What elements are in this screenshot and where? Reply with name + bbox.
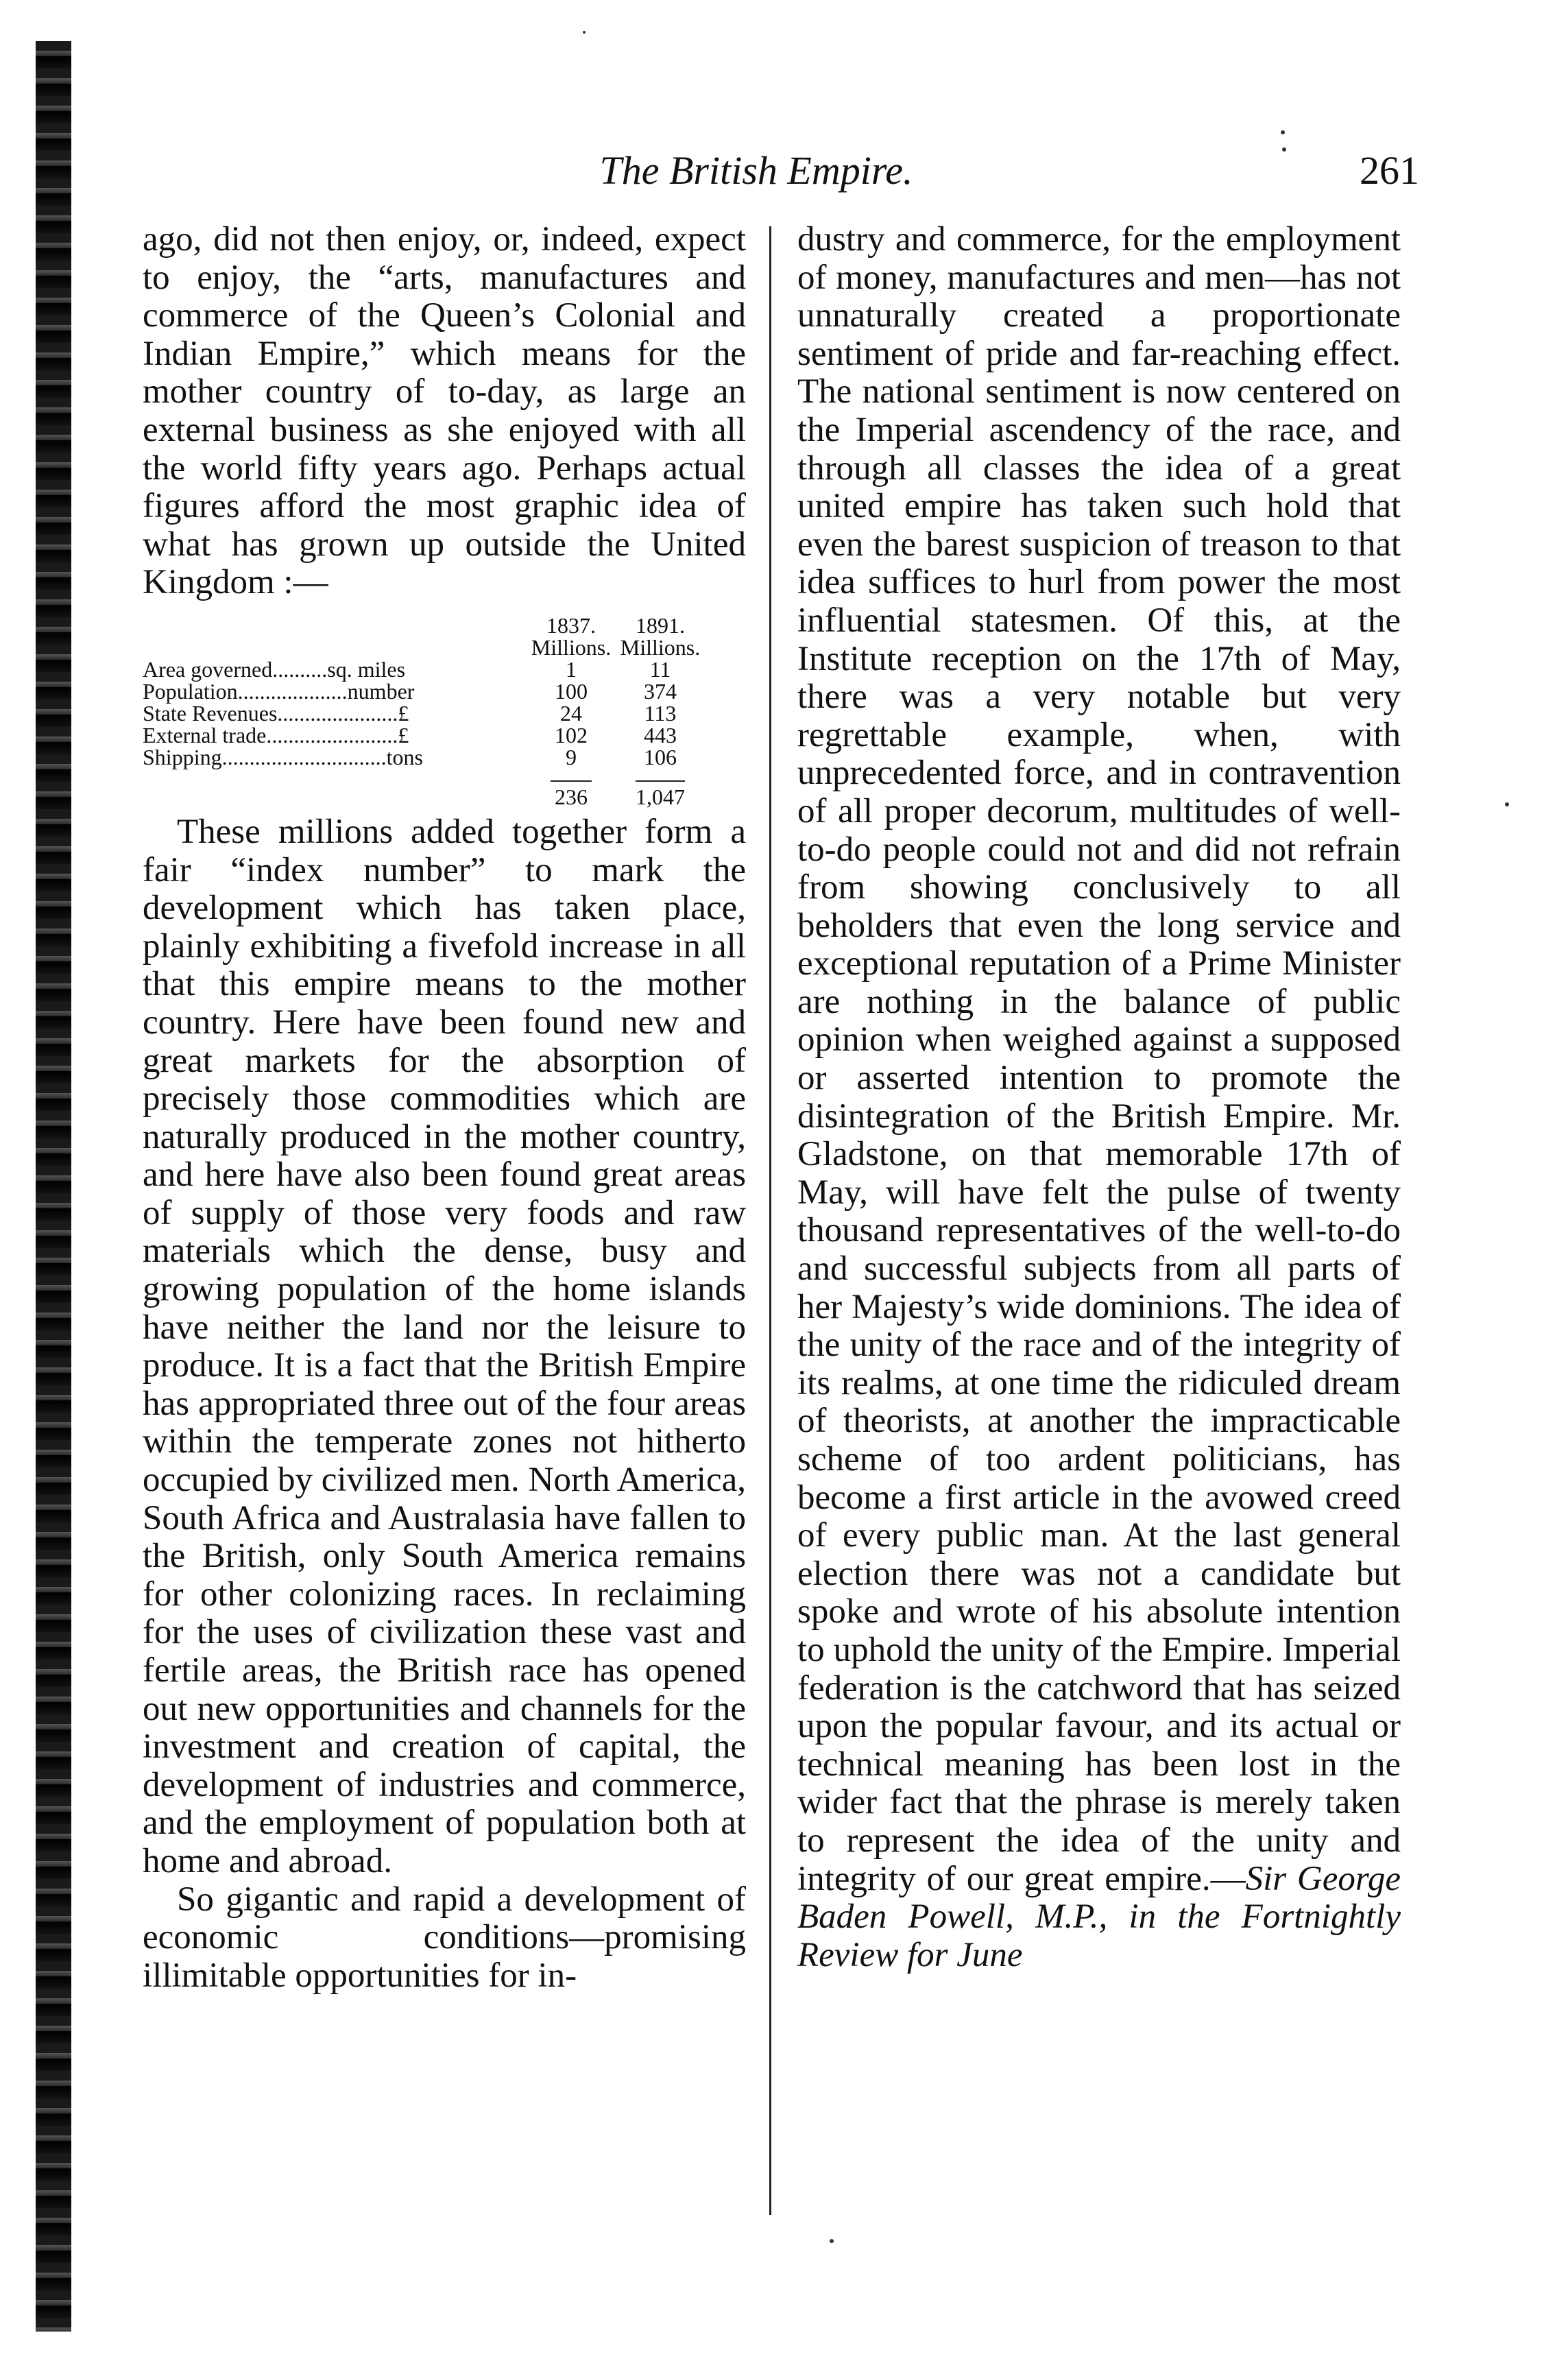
print-speck [830, 2239, 834, 2243]
row-value-1891: 374 [644, 678, 677, 704]
table-header-1891-unit: Millions. [620, 634, 701, 660]
row-label: External trade........................£ [143, 722, 409, 747]
empire-statistics-table [143, 614, 705, 808]
left-column [143, 221, 746, 1995]
print-speck [1282, 147, 1286, 152]
print-speck [1505, 802, 1509, 806]
row-value-1837: 102 [555, 722, 588, 747]
page-binding-edge [36, 41, 71, 2332]
table-row [143, 680, 705, 702]
source-attribution: Sir George Baden Powell, M.P., in the Fortnightly Review for June [797, 1859, 1401, 1974]
table-row [143, 658, 705, 680]
right-column [797, 221, 1401, 1974]
table-header-years [143, 614, 705, 636]
print-speck [583, 31, 586, 34]
row-value-1837: 1 [566, 656, 577, 682]
total-1837: 236 [551, 780, 592, 808]
table-row [143, 702, 705, 724]
total-1837-cell [527, 768, 616, 808]
row-label: Area governed..........sq. miles [143, 656, 406, 682]
table-header-1891-year: 1891. [636, 612, 685, 638]
right-paragraph-1 [797, 221, 1401, 1974]
table-row [143, 746, 705, 768]
right-paragraph-1-text: dustry and commerce, for the employment of money, manufactures and men—has not unnaturally created a proportionate sentiment of pride and far-reaching effect. The national sentiment is now centered on the Imperial ascendency of the race, and through all classes the idea of a great united empire has taken such hold that even the barest suspicion of treason to that idea suffices to hurl from power the most influential statesmen. Of this, at the Institute reception on the 17th of May, there was a very notable but very regrettable example, when, with unprecedented force, and in contravention of all proper decorum, multitudes of well-to-do people could not and did not refrain from showing conclusively to all beholders that even the long service and exceptional reputation of a Prime Minister are nothing in the balance of public opinion when weighed against a supposed or asserted intention to promote the disintegration of the British Empire. Mr. Gladstone, on that memorable 17th of May, will have felt the pulse of twenty thousand representatives of the well-to-do and successful subjects from all parts of her Majesty’s wide dominions. The idea of the unity of the race and of the integrity of its realms, at one time the ridiculed dream of theorists, at another the impracticable scheme of too ardent politicians, has become a first article in the avowed creed of every public man. At the last general election there was not a candidate but spoke and wrote of his absolute intention to uphold the unity of the Empire. Imperial federation is the catchword that has seized upon the popular favour, and its actual or technical meaning has been lost in the wider fact that the phrase is merely taken to represent the idea of the unity and integrity of our great empire.— [797, 220, 1401, 1898]
row-label: State Revenues......................£ [143, 700, 409, 726]
row-label: Population....................number [143, 678, 415, 704]
table-header-1837-year: 1837. [546, 612, 596, 638]
row-value-1891: 106 [644, 744, 677, 769]
row-label: Shipping..............................tons [143, 744, 423, 769]
total-1891-cell [616, 768, 705, 808]
row-value-1891: 11 [649, 656, 671, 682]
total-label-blank [143, 768, 527, 808]
left-paragraph-1: ago, did not then enjoy, or, indeed, expect to enjoy, the “arts, manufactures and commerce of the Queen’s Colonial and Indian Empire,” which means for the mother country of to-day, as large an external business as she enjoyed with all the world fifty years ago. Perhaps actual figures afford the most graphic idea of what has grown up outside the United Kingdom :— [143, 220, 746, 602]
running-header-title: The British Empire. [599, 148, 913, 193]
table-header-units [143, 636, 705, 658]
left-paragraph-3: So gigantic and rapid a development of economic conditions—promising illimitable opportunities for in- [143, 1880, 746, 1995]
total-1891: 1,047 [636, 780, 685, 808]
row-value-1837: 9 [566, 744, 577, 769]
table-total-row [143, 768, 705, 808]
table-header-blank [143, 614, 527, 636]
left-paragraph-2: These millions added together form a fair “index number” to mark the development which has taken place, plainly exhibiting a fivefold increase in all that this empire means to the mother country. Here have been found new and great markets for the absorption of precisely those commodities which are naturally produced in the mother country, and here have also been found great areas of supply of those very foods and raw materials which the dense, busy and growing population of the home islands have neither the land nor the leisure to produce. It is a fact that the British Empire has appropriated three out of the four areas within the temperate zones not hitherto occupied by civilized men. North America, South Africa and Australasia have fallen to the British, only South America remains for other colonizing races. In reclaiming for the uses of civilization these vast and fertile areas, the British race has opened out new opportunities and channels for the investment and creation of capital, the development of industries and commerce, and the employment of population both at home and abroad. [143, 812, 746, 1880]
page-number: 261 [1360, 148, 1419, 193]
row-value-1837: 100 [555, 678, 588, 704]
row-value-1891: 113 [644, 700, 677, 726]
table-header-blank [143, 636, 527, 658]
row-value-1837: 24 [560, 700, 582, 726]
print-speck [1281, 130, 1285, 134]
column-divider [769, 226, 771, 2215]
table-header-1837-unit: Millions. [531, 634, 612, 660]
table-row [143, 724, 705, 746]
row-value-1891: 443 [644, 722, 677, 747]
